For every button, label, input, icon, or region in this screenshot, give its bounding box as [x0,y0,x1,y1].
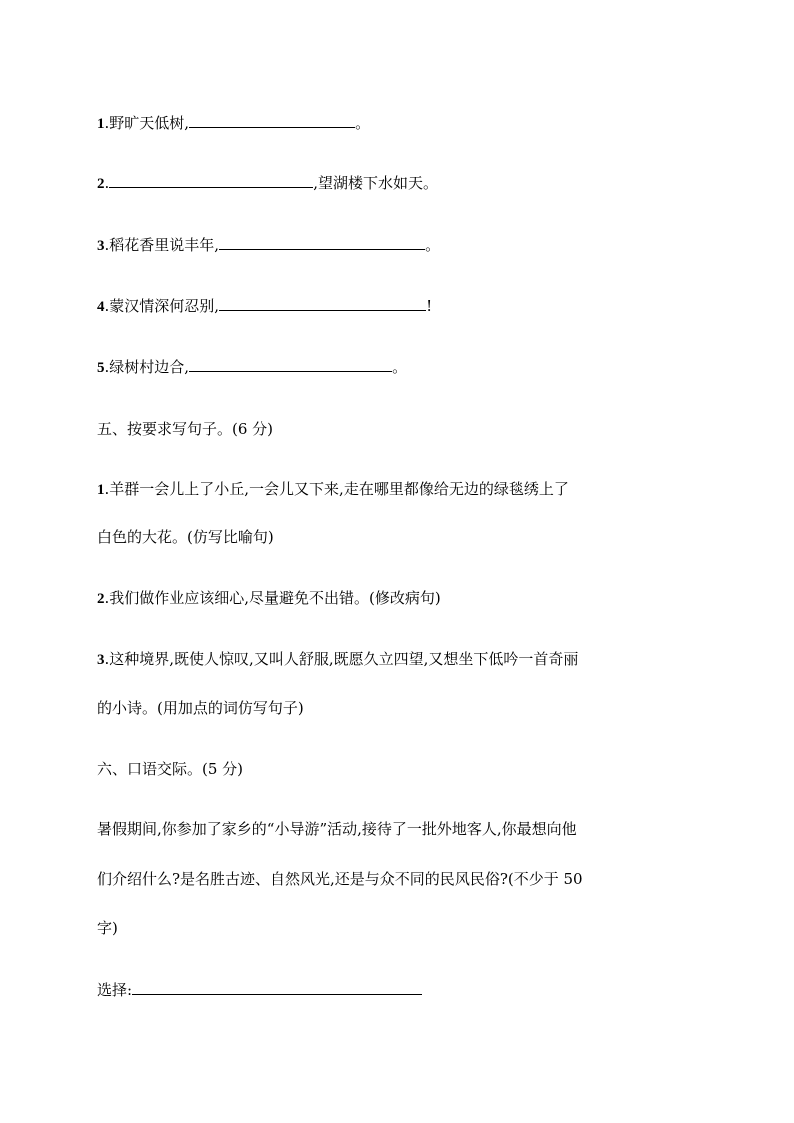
choice-blank[interactable] [132,979,422,995]
section6-paragraph-line3: 字) [97,919,118,937]
item-dot: . [104,297,110,315]
section5-item-3-line2: 的小诗。(用加点的词仿写句子) [97,699,304,717]
item-text: 羊群一会儿上了小丘,一会儿又下来,走在哪里都像给无边的绿毯绣上了 [109,480,569,498]
item-suffix: ! [426,297,433,315]
item-prompt: 蒙汉情深何忍别, [109,297,220,315]
fill-item-3 [97,234,440,257]
item-number: 3 [97,652,105,668]
section6-paragraph-line1: 暑假期间,你参加了家乡的“小导游”活动,接待了一批外地客人,你最想向他 [97,820,577,838]
section-title-5: 五、按要求写句子。(6 分) [97,420,274,438]
item-dot: . [104,174,110,192]
section5-item-1-line2: 白色的大花。(仿写比喻句) [97,528,274,546]
item-dot: . [104,480,110,498]
section5-item-1-line1 [97,478,569,501]
item-number: 2 [97,591,105,607]
fill-item-5 [97,356,407,379]
section5-item-2 [97,587,441,610]
item-number: 1 [97,482,105,498]
section5-item-3-line1 [97,648,578,671]
section-title-6: 六、口语交际。(5 分) [97,760,244,778]
item-dot: . [104,236,110,254]
item-prompt: 野旷天低树, [109,114,190,132]
choice-label: 选择: [97,981,133,999]
answer-blank[interactable] [189,356,392,372]
item-number: 2 [97,176,105,192]
item-suffix: ,望湖楼下水如天。 [313,174,439,192]
section6-paragraph-line2: 们介绍什么?是名胜古迹、自然风光,还是与众不同的民风民俗?(不少于 50 [97,870,583,888]
item-dot: . [104,358,110,376]
item-dot: . [104,114,110,132]
fill-item-2 [97,172,438,195]
fill-item-4 [97,295,432,318]
item-dot: . [104,589,110,607]
item-number: 1 [97,116,105,132]
fill-item-1 [97,112,370,135]
answer-blank[interactable] [109,172,313,188]
item-suffix: 。 [392,358,408,376]
item-suffix: 。 [355,114,371,132]
item-number: 5 [97,360,105,376]
answer-blank[interactable] [189,112,355,128]
item-number: 3 [97,238,105,254]
item-number: 4 [97,299,105,315]
item-dot: . [104,650,110,668]
item-text: 我们做作业应该细心,尽量避免不出错。(修改病句) [109,589,441,607]
answer-blank[interactable] [219,295,426,311]
item-suffix: 。 [425,236,441,254]
answer-blank[interactable] [219,234,425,250]
item-text: 这种境界,既使人惊叹,又叫人舒服,既愿久立四望,又想坐下低吟一首奇丽 [109,650,579,668]
item-prompt: 稻花香里说丰年, [109,236,220,254]
choice-row [97,979,422,1001]
item-prompt: 绿树村边合, [109,358,190,376]
